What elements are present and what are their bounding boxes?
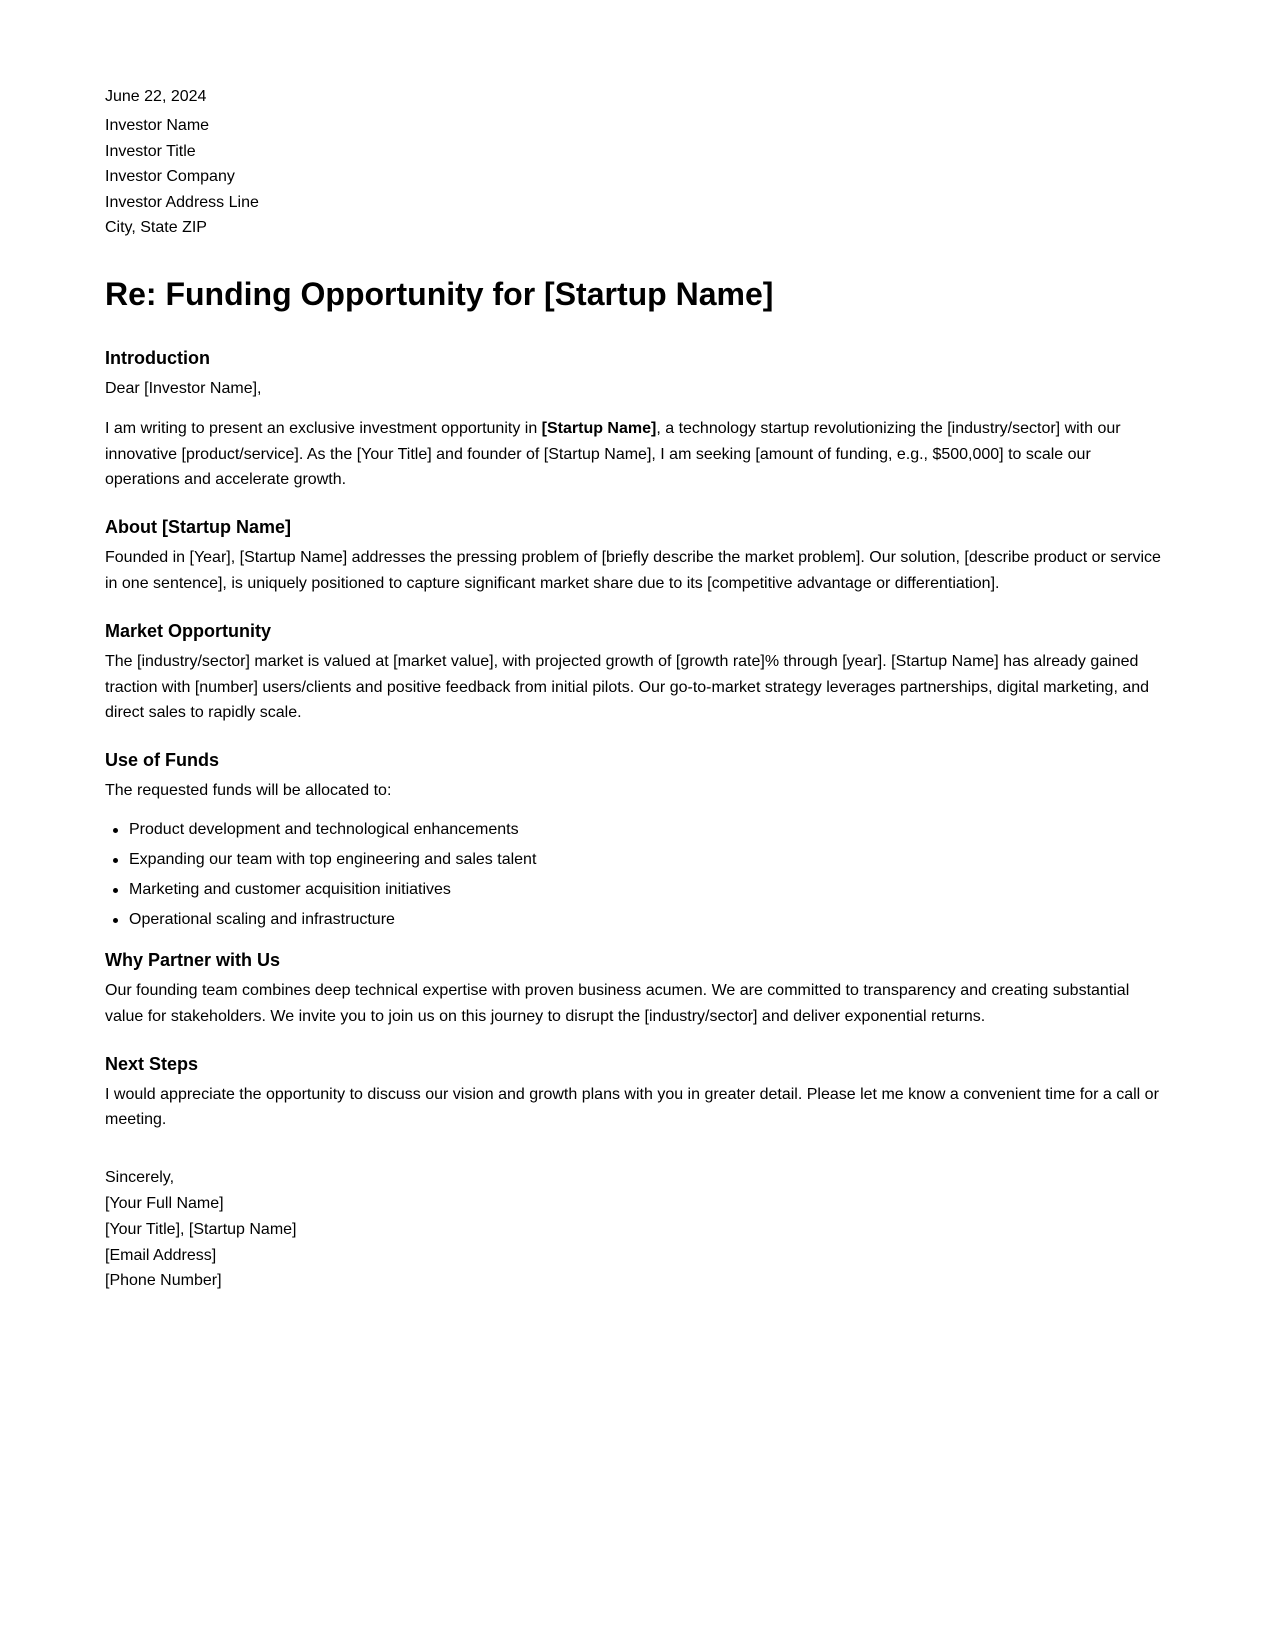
partner-section	[105, 948, 1161, 1030]
recipient-title: Investor Title	[105, 142, 196, 160]
intro-text-start: I am writing to present an exclusive investment opportunity in	[105, 419, 542, 437]
market-heading: Market Opportunity	[105, 620, 272, 641]
recipient-name: Investor Name	[105, 117, 210, 134]
signer-email: [Email Address]	[105, 1246, 217, 1264]
recipient-address	[105, 113, 1161, 241]
about-section	[105, 515, 1161, 597]
funds-intro: The requested funds will be allocated to:	[105, 782, 392, 800]
market-section	[105, 619, 1161, 726]
funds-heading: Use of Funds	[105, 750, 220, 771]
about-heading: About [Startup Name]	[105, 517, 291, 538]
letter-date: June 22, 2024	[105, 88, 207, 105]
list-item: Operational scaling and infrastructure	[129, 908, 1161, 932]
introduction-paragraph	[105, 416, 1161, 493]
next-steps-section	[105, 1052, 1161, 1134]
salutation: Dear [Investor Name],	[105, 379, 262, 397]
signer-title: [Your Title], [Startup Name]	[105, 1220, 297, 1238]
intro-startup-name: [Startup Name]	[541, 419, 657, 437]
signature-block	[105, 1165, 1161, 1294]
recipient-address-line: Investor Address Line	[105, 193, 259, 211]
intro-text-end: , a technology startup revolutionizing the [industry/sector] with our innovative [product/service]. As the [Your Title] and founder of [Startup Name], I am seeking [amount of funding, e.g., $500,000] to scale our operations and accelerate growth.	[105, 419, 1121, 489]
recipient-city-state-zip: City, State ZIP	[105, 219, 207, 237]
signer-phone: [Phone Number]	[105, 1272, 222, 1290]
introduction-heading: Introduction	[105, 347, 210, 368]
letter-title: Re: Funding Opportunity for [Startup Name]	[105, 275, 774, 312]
next-steps-heading: Next Steps	[105, 1053, 199, 1074]
list-item: Marketing and customer acquisition initiatives	[129, 878, 1161, 902]
funds-section	[105, 748, 1161, 932]
market-paragraph: The [industry/sector] market is valued at [market value], with projected growth of [growth rate]% through [year]. [Startup Name] has already gained traction with [number] users/clients and positive feedback from initial pilots. Our go-to-market strategy leverages partnerships, digital marketing, and direct sales to rapidly scale.	[105, 652, 1150, 722]
funds-list	[105, 818, 1161, 932]
about-paragraph: Founded in [Year], [Startup Name] addresses the pressing problem of [briefly describe the market problem]. Our solution, [describe product or service in one sentence], is uniquely positioned to capture significant market share due to its [competitive advantage or differentiation].	[105, 549, 1161, 592]
partner-paragraph: Our founding team combines deep technical expertise with proven business acumen. We are committed to transparency and creating substantial value for stakeholders. We invite you to join us on this journey to disrupt the [industry/sector] and deliver exponential returns.	[105, 981, 1130, 1025]
partner-heading: Why Partner with Us	[105, 949, 281, 970]
introduction-section	[105, 346, 1161, 493]
recipient-company: Investor Company	[105, 168, 235, 186]
next-steps-paragraph: I would appreciate the opportunity to discuss our vision and growth plans with you in greater detail. Please let me know a convenient time for a call or meeting.	[105, 1085, 1159, 1129]
list-item: Product development and technological enhancements	[129, 818, 1161, 842]
valediction: Sincerely,	[105, 1169, 175, 1187]
signer-name: [Your Full Name]	[105, 1194, 224, 1212]
list-item: Expanding our team with top engineering and sales talent	[129, 848, 1161, 872]
